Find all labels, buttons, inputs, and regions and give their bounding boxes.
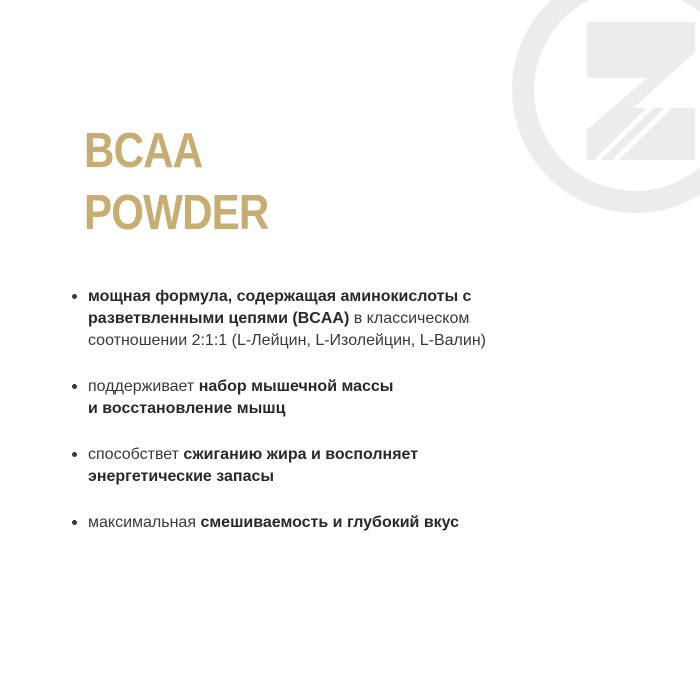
feature-item-formula bbox=[72, 286, 592, 352]
feature-line bbox=[88, 512, 592, 534]
feature-text-bold: набор мышечной массы bbox=[198, 378, 394, 395]
product-title-line-2: POWDER bbox=[84, 186, 269, 240]
bullet-dot-icon bbox=[72, 294, 77, 299]
feature-text-regular: соотношении 2:1:1 (L-Лейцин, L-Изолейцин, L-Валин) bbox=[88, 332, 486, 349]
feature-list bbox=[72, 286, 592, 534]
feature-text-regular: способствет bbox=[88, 446, 184, 463]
feature-text-bold: мощная формула, содержащая аминокислоты с bbox=[88, 288, 472, 305]
feature-line bbox=[88, 376, 592, 398]
product-title-line-1: BCAA bbox=[84, 124, 203, 178]
feature-line bbox=[88, 398, 592, 420]
feature-line bbox=[88, 444, 592, 466]
feature-line bbox=[88, 308, 592, 330]
feature-item-energy bbox=[72, 444, 592, 488]
feature-text-bold: сжиганию жира и восполняет bbox=[183, 446, 419, 463]
feature-line bbox=[88, 330, 592, 352]
brand-monogram-watermark-icon bbox=[505, 0, 700, 220]
bullet-dot-icon bbox=[72, 520, 77, 525]
feature-text-regular: максимальная bbox=[88, 514, 201, 531]
feature-text-regular: в классическом bbox=[349, 310, 470, 327]
feature-text-bold: энергетические запасы bbox=[88, 468, 275, 485]
bullet-dot-icon bbox=[72, 384, 77, 389]
bullet-dot-icon bbox=[72, 452, 77, 457]
feature-text-bold: и восстановление мышц bbox=[88, 400, 286, 417]
feature-text-bold: смешиваемость и глубокий вкус bbox=[200, 514, 460, 531]
feature-item-muscle bbox=[72, 376, 592, 420]
feature-line bbox=[88, 466, 592, 488]
product-title bbox=[84, 120, 268, 244]
feature-text-regular: поддерживает bbox=[88, 378, 199, 395]
feature-line bbox=[88, 286, 592, 308]
feature-item-taste bbox=[72, 512, 592, 534]
feature-text-bold: разветвленными цепями (BCAA) bbox=[88, 310, 350, 327]
